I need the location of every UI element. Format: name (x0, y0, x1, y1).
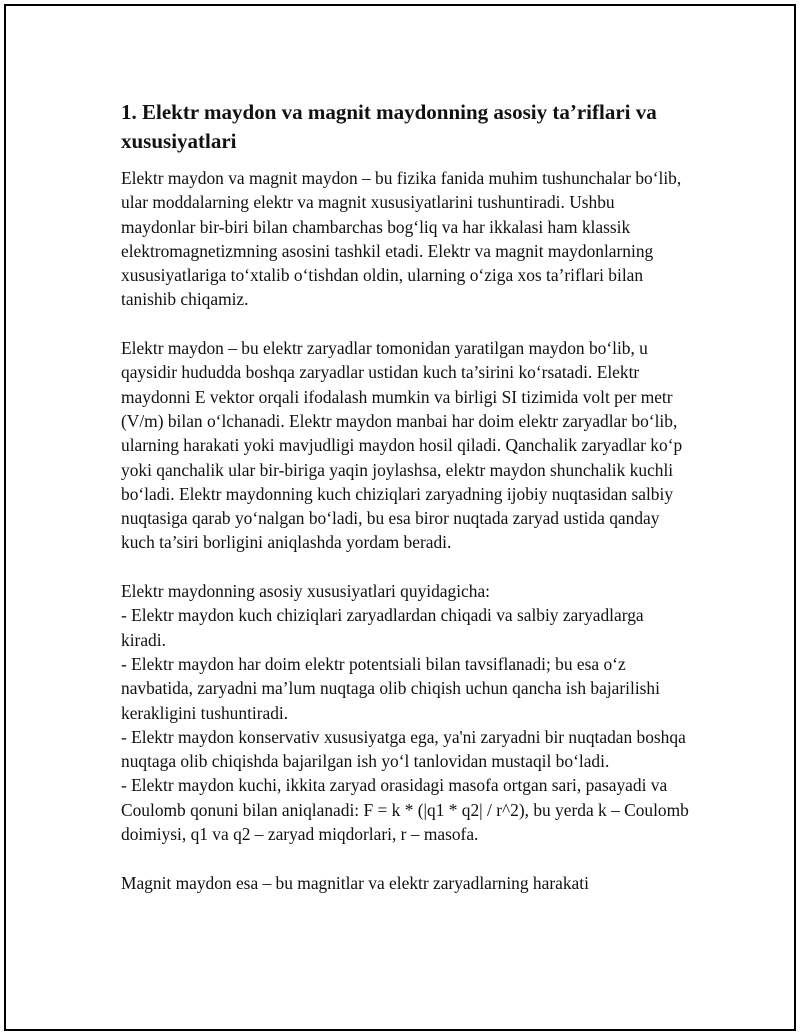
document-page (4, 4, 796, 1031)
property-item: - Elektr maydon har doim elektr potentsiali bilan tavsiflanadi; bu esa o‘z navbatida, zaryadni ma’lum nuqtaga olib chiqish uchun qancha ish bajarilishi kerakligini tushuntiradi. (121, 653, 660, 723)
electric-field-definition-paragraph: Elektr maydon – bu elektr zaryadlar tomonidan yaratilgan maydon bo‘lib, u qaysidir hududda boshqa zaryadlar ustidan kuch ta’sirini ko‘rsatadi. Elektr maydonni E vektor orqali ifodalash mumkin va birligi SI tizimida volt per metr (V/m) bilan o‘lchanadi. Elektr maydon manbai har doim elektr zaryadlar bo‘lib, ularning harakati yoki mavjudligi maydon hosil qiladi. Qanchalik zaryadlar ko‘p yoki qanchalik ular bir-biriga yaqin joylashsa, elektr maydon shunchalik kuchli bo‘ladi. Elektr maydonning kuch chiziqlari zaryadning ijobiy nuqtasidan salbiy nuqtasiga qarab yo‘nalgan bo‘ladi, bu esa biror nuqtada zaryad ustida qanday kuch ta’siri borligini aniqlashda yordam beradi. (121, 338, 683, 553)
property-item: - Elektr maydon konservativ xususiyatga ega, ya'ni zaryadni bir nuqtadan boshqa nuqtaga olib chiqishda bajarilgan ish yo‘l tanlovidan mustaqil bo‘ladi. (121, 726, 686, 772)
magnetic-field-paragraph: Magnit maydon esa – bu magnitlar va elektr zaryadlarning harakati (121, 872, 589, 893)
property-item: - Elektr maydon kuch chiziqlari zaryadlardan chiqadi va salbiy zaryadlarga kiradi. (121, 605, 644, 650)
properties-intro: Elektr maydonning asosiy xususiyatlari quyidagicha: (121, 581, 490, 602)
paragraph-spacer (121, 846, 691, 870)
intro-paragraph: Elektr maydon va magnit maydon – bu fizika fanida muhim tushunchalar bo‘lib, ular moddalarning elektr va magnit xususiyatlarini tushuntiradi. Ushbu maydonlar bir-biri bilan chambarchas bog‘liq va har ikkalasi ham klassik elektromagnetizmning asosini tashkil etadi. Elektr va magnit maydonlarning xususiyatlariga to‘xtalib o‘tishdan oldin, ularning o‘ziga xos ta’riflari bilan tanishib chiqamiz. (121, 168, 682, 310)
paragraph-spacer (121, 312, 691, 336)
paragraph-spacer (121, 555, 691, 579)
document-body (121, 98, 691, 895)
property-item: - Elektr maydon kuchi, ikkita zaryad orasidagi masofa ortgan sari, pasayadi va Coulomb qonuni bilan aniqlanadi: F = k * (|q1 * q2| / r^2), bu yerda k – Coulomb doimiysi, q1 va q2 – zaryad miqdorlari, r – masofa. (121, 775, 689, 845)
section-heading: 1. Elektr maydon va magnit maydonning asosiy ta’riflari va xususiyatlari (121, 100, 657, 153)
